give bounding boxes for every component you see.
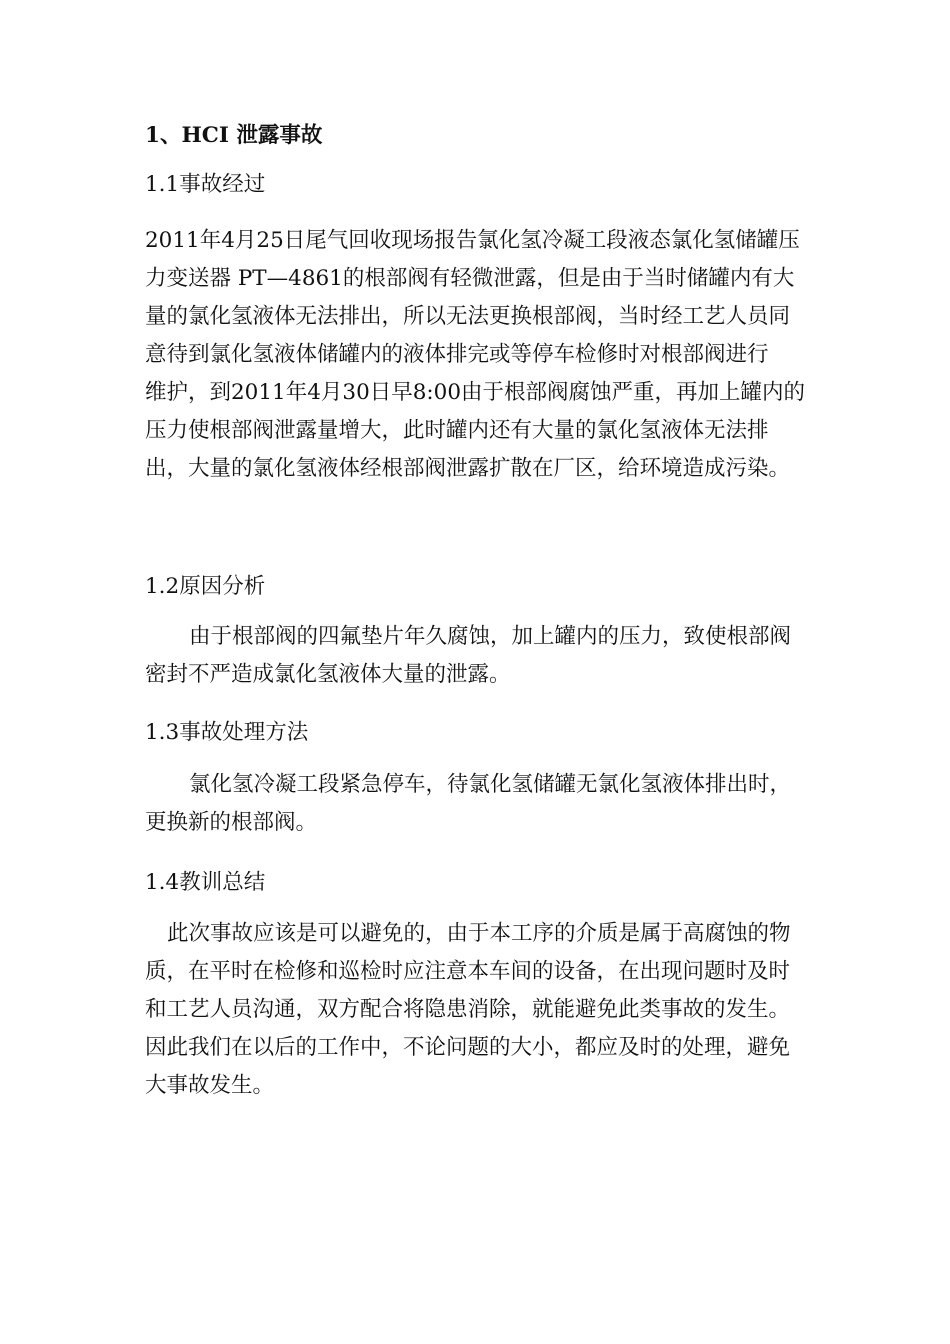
text-line: 此次事故应该是可以避免的，由于本工序的介质是属于高腐蚀的物 bbox=[167, 921, 791, 946]
text-line: 维护，到2011年4月30日早8:00由于根部阀腐蚀严重，再加上罐内的 bbox=[145, 380, 806, 405]
text-line: 大事故发生。 bbox=[145, 1073, 275, 1098]
subsection-heading-1-4: 1.4教训总结 bbox=[145, 870, 266, 895]
text-line: 密封不严造成氯化氢液体大量的泄露。 bbox=[145, 662, 511, 687]
text-line: 压力使根部阀泄露量增大，此时罐内还有大量的氯化氢液体无法排 bbox=[145, 418, 769, 443]
paragraph-incident-process bbox=[145, 222, 810, 488]
subsection-heading-1-2: 1.2原因分析 bbox=[145, 574, 266, 599]
paragraph-handling-method bbox=[145, 766, 810, 842]
text-line: 更换新的根部阀。 bbox=[145, 810, 318, 835]
section-title: 1、HCI 泄露事故 bbox=[145, 123, 323, 148]
text-line: 由于根部阀的四氟垫片年久腐蚀，加上罐内的压力，致使根部阀 bbox=[189, 624, 792, 649]
subsection-heading-1-1: 1.1事故经过 bbox=[145, 172, 266, 197]
text-line: 意待到氯化氢液体储罐内的液体排完或等停车检修时对根部阀进行 bbox=[145, 342, 769, 367]
text-line: 力变送器 PT—4861的根部阀有轻微泄露，但是由于当时储罐内有大 bbox=[145, 266, 795, 291]
subsection-heading-1-3: 1.3事故处理方法 bbox=[145, 720, 309, 745]
text-line: 出，大量的氯化氢液体经根部阀泄露扩散在厂区，给环境造成污染。 bbox=[145, 456, 791, 481]
text-line: 因此我们在以后的工作中，不论问题的大小，都应及时的处理，避免 bbox=[145, 1035, 791, 1060]
text-line: 和工艺人员沟通，双方配合将隐患消除，就能避免此类事故的发生。 bbox=[145, 997, 791, 1022]
text-line: 2011年4月25日尾气回收现场报告氯化氢冷凝工段液态氯化氢储罐压 bbox=[145, 228, 800, 253]
text-line: 氯化氢冷凝工段紧急停车，待氯化氢储罐无氯化氢液体排出时， bbox=[189, 772, 792, 797]
text-line: 质，在平时在检修和巡检时应注意本车间的设备，在出现问题时及时 bbox=[145, 959, 791, 984]
paragraph-lessons-learned bbox=[145, 915, 810, 1105]
text-line: 量的氯化氢液体无法排出，所以无法更换根部阀，当时经工艺人员同 bbox=[145, 304, 791, 329]
paragraph-cause-analysis bbox=[145, 618, 810, 694]
